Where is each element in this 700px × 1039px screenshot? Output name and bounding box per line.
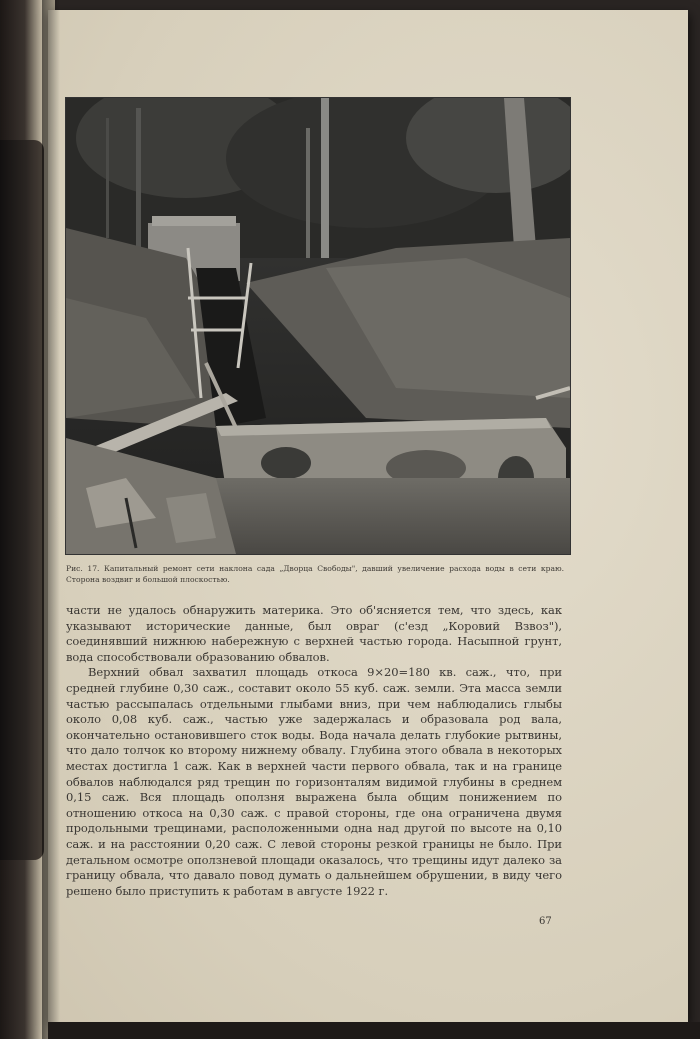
- paragraph-2: Верхний обвал захватил площадь откоса 9×20=180 кв. саж., что, при средней глубине 0,30 саж., составит около 55 куб. саж. земли. Эта масса земли частью рассыпалась отдельными глыбами вниз, при чем наблюдались глыбы около 0,08 куб. саж., частью уже задержалась и образовала род вала, окончательно остановившего сток воды. Вода начала делать глубокие рытвины, что дало толчок ко второму нижнему обвалу. Глубина этого обвала в некоторых местах достигла 1 саж. Как в верхней части первого обвала, так и на границе обвалов наблюдался ряд трещин по горизонталям видимой глубины в среднем 0,15 саж. Вся площадь оползня выражена была общим понижением по отношению откоса на 0,30 саж. с правой стороны, где она ограничена двумя продольными трещинами, расположенными одна над другой по высоте на 0,10 саж. и на расстоянии 0,20 саж. С левой стороны резкой границы не было. При детальном осмотре оползневой площади оказалось, что трещины идут далеко за границу обвала, что давало повод думать о дальнейшем обрушении, в виду чего решено было приступить к работам в августе 1922 г.: [66, 665, 562, 898]
- paragraph-1: части не удалось обнаружить материка. Это об'ясняется тем, что здесь, как указывают исторические данные, был овраг (с'езд „Коровий Взвоз"), соединявший нижнюю набережную с верхней частью города. Насыпной грунт, вода способствовали образованию обвалов.: [66, 603, 562, 664]
- background-surface: [48, 1022, 700, 1039]
- page-number: 67: [539, 916, 552, 927]
- excavation-photograph: [65, 97, 571, 555]
- photo-caption: Рис. 17. Капитальный ремонт сети наклона сада „Дворца Свободы", давший увеличение расхода воды в сети краю. Сторона воздвиг и большой плоскостью.: [66, 564, 564, 584]
- left-page-dark-photo: [0, 140, 44, 860]
- book-gutter-shadow: [42, 0, 60, 1039]
- body-text: [66, 603, 562, 899]
